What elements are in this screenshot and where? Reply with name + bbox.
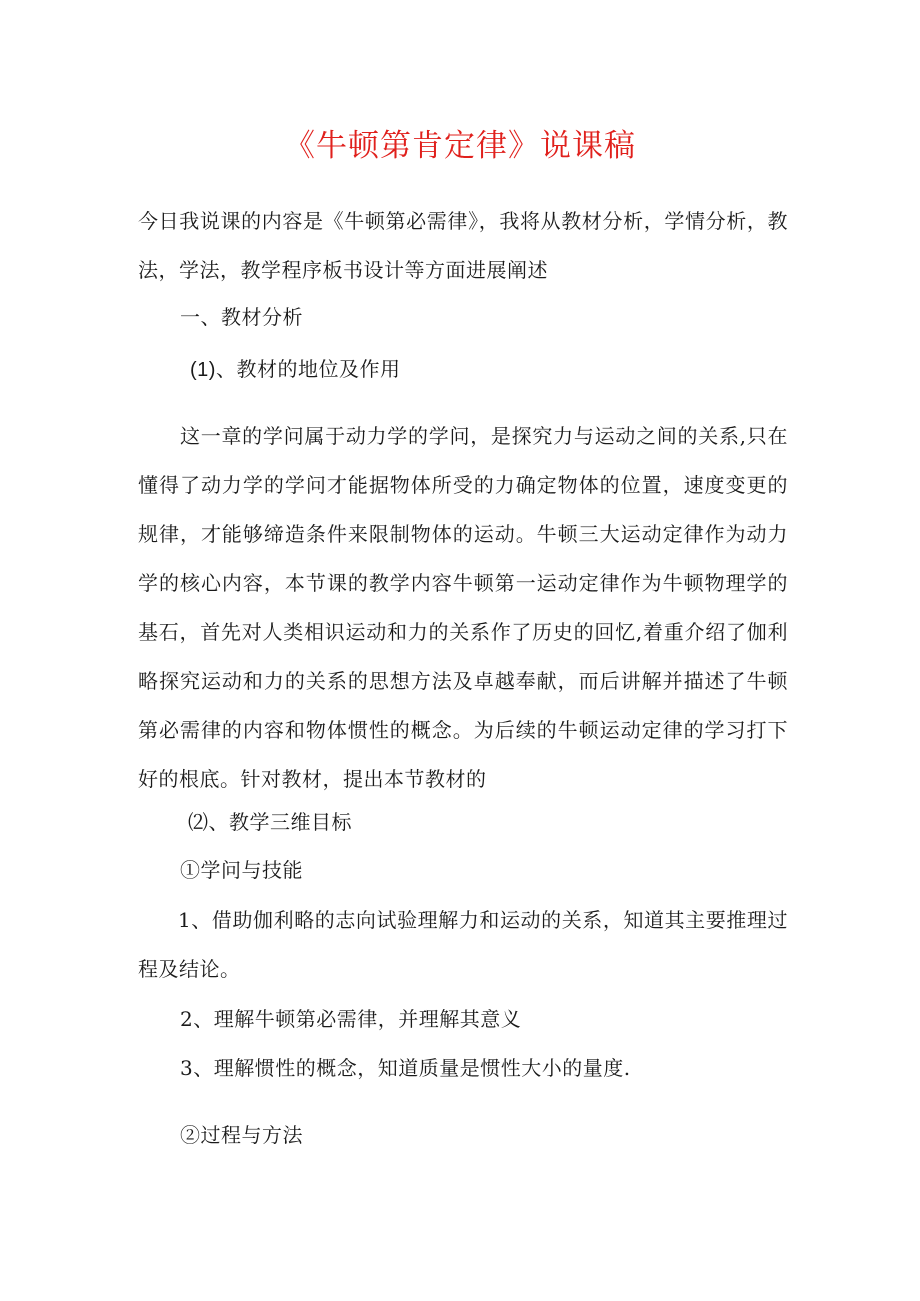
subsection-heading-teaching-goals: ⑵、教学三维目标 — [188, 810, 352, 834]
goal-heading-process-method: ②过程与方法 — [180, 1123, 303, 1147]
intro-paragraph: 今日我说课的内容是《牛顿第必需律》，我将从教材分析，学情分析，教法，学法，教学程序板书设计等方面进展阐述 — [138, 209, 788, 282]
goal-heading-knowledge-skills: ①学问与技能 — [180, 858, 303, 882]
document-title: 《牛顿第肯定律》说课稿 — [284, 128, 636, 164]
list-item-1: 1、借助伽利略的志向试验理解力和运动的关系，知道其主要推理过程及结论。 — [138, 908, 788, 981]
subsection-heading-status-role: (1)、教材的地位及作用 — [190, 359, 401, 381]
list-item-3: 3、理解惯性的概念，知道质量是惯性大小的量度. — [180, 1056, 631, 1080]
body-paragraph: 这一章的学问属于动力学的学问，是探究力与运动之间的关系,只在懂得了动力学的学问才能据物体所受的力确定物体的位置，速度变更的规律，才能够缔造条件来限制物体的运动。牛顿三大运动定律作为动力学的核心内容，本节课的教学内容牛顿第一运动定律作为牛顿物理学的基石，首先对人类相识运动和力的关系作了历史的回忆,着重介绍了伽利略探究运动和力的关系的思想方法及卓越奉献，而后讲解并描述了牛顿第必需律的内容和物体惯性的概念。为后续的牛顿运动定律的学习打下好的根底。针对教材，提出本节教材的 — [138, 424, 788, 791]
section-heading-textbook-analysis: 一、教材分析 — [180, 305, 303, 329]
list-item-2: 2、理解牛顿第必需律，并理解其意义 — [180, 1007, 522, 1031]
